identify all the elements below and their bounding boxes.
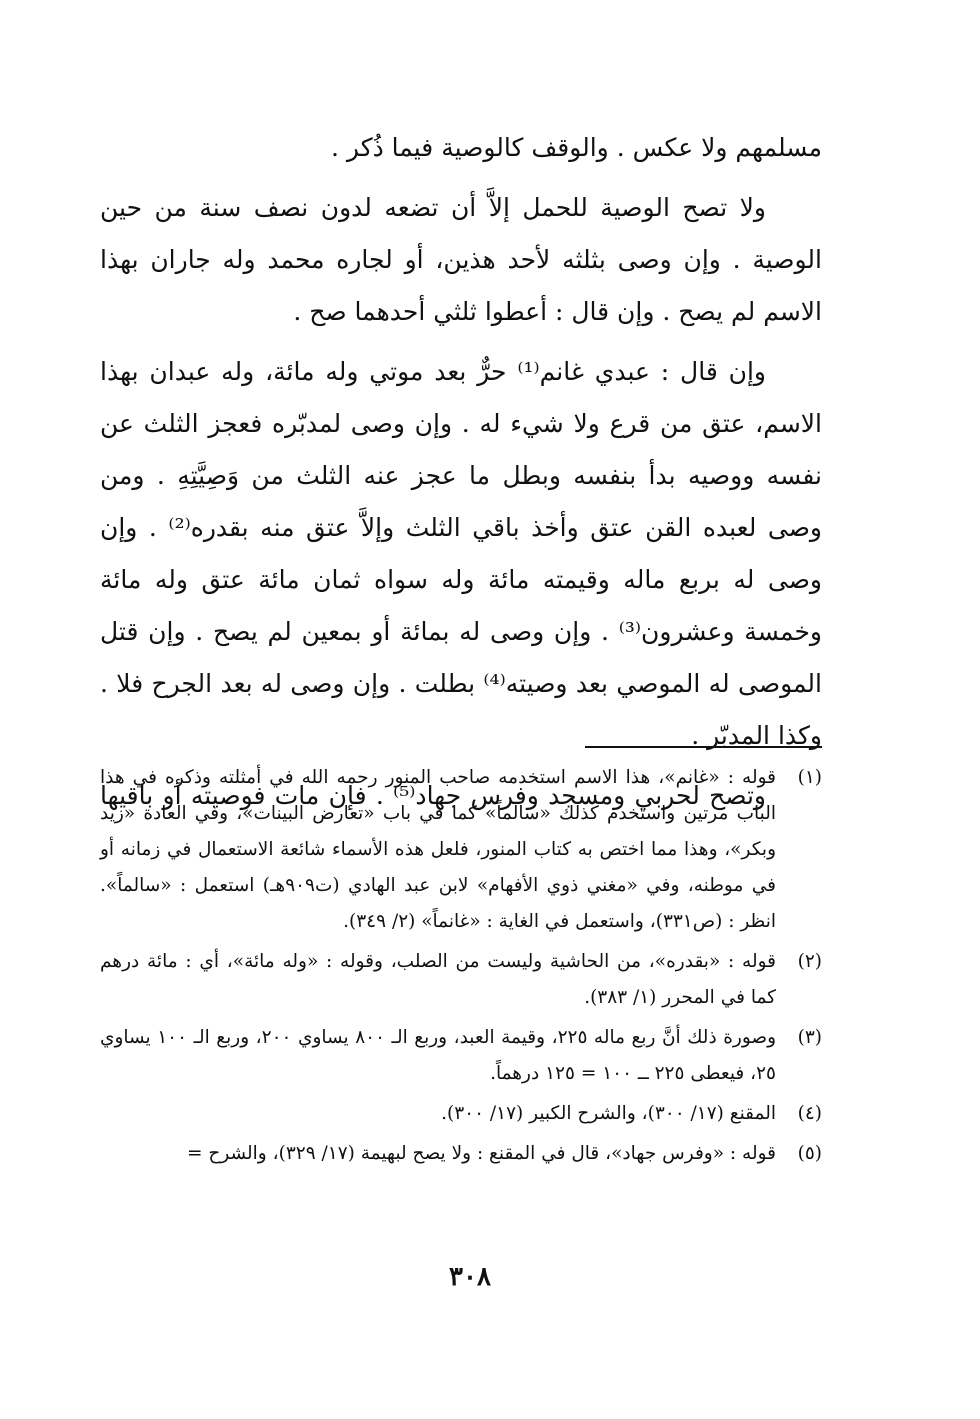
footnote-number: (٢) [797,951,822,972]
footnote-5 [100,1136,822,1172]
footnote-2 [100,944,822,1016]
paragraph: وتصح لحربي ومسجد وفرس جهاد⁽⁵⁾ . فإن مات فوصيته أو باقيها [100,781,766,810]
footnote-1 [100,760,822,940]
footnote-number: (٣) [797,1027,822,1048]
footnote-3 [100,1020,822,1092]
paragraph: ولا تصح الوصية للحمل إلاَّ أن تضعه لدون نصف سنة من حين الوصية . وإن وصى بثلثه لأحد هذين، أو لجاره محمد وله جاران بهذا الاسم لم يصح . وإن قال : أعطوا ثلثي أحدهما صح . [100,193,822,326]
paragraph: وإن قال : عبدي غانم⁽¹⁾ حرٌّ بعد موتي وله مائة، وله عبدان بهذا الاسم، عتق من قرع ولا شيء له . وإن وصى لمدبّره فعجز الثلث عن نفسه ووصيه بدأ بنفسه وبطل ما عجز عنه الثلث من وَصِيَّتِهِ . ومن وصى لعبده القن عتق وأخذ باقي الثلث وإلاَّ عتق منه بقدره⁽²⁾ . وإن وصى له بربع ماله وقيمته مائة وله سواه ثمان مائة عتق وله مائة وخمسة وعشرون⁽³⁾ . وإن وصى له بمائة أو بمعين لم يصح . وإن قتل الموصى له الموصي بعد وصيته⁽⁴⁾ بطلت . وإن وصى له بعد الجرح فلا . وكذا المدبّر . [100,357,823,750]
footnote-number: (١) [797,767,822,788]
page-number: ٣٠٨ [449,1262,491,1292]
footnote-text: قوله : «بقدره»، من الحاشية وليست من الصلب، وقوله : «وله مائة»، أي : مائة درهم كما في المحرر (١/ ٣٨٣). [100,951,776,1008]
footnote-text: قوله : «وفرس جهاد»، قال في المقنع : ولا يصح لبهيمة (١٧/ ٣٢٩)، والشرح = [187,1143,776,1164]
footnotes [100,760,822,1176]
footnote-text: قوله : «غانم»، هذا الاسم استخدمه صاحب المنور رحمه الله في أمثلته وذكره في هذا الباب مرتين واستخدم كذلك «سالماً» كما في باب «تعارض البينات»، وفي العادة «زيد وبكر»، وهذا مما اختص به كتاب المنور، فلعل هذه الأسماء شائعة الاستعمال في زمانه أو في موطنه، وفي «مغني ذوي الأفهام» لابن عبد الهادي (ت٩٠٩هـ) استعمل : «سالماً». انظر : (ص٣٣١)، واستعمل في الغاية : «غانماً» (٢/ ٣٤٩). [100,767,777,932]
footnote-separator [585,746,822,748]
footnote-text: المقنع (١٧/ ٣٠٠)، والشرح الكبير (١٧/ ٣٠٠). [441,1103,776,1124]
footnote-number: (٤) [797,1103,822,1124]
footnote-4 [100,1096,822,1132]
footnote-number: (٥) [797,1143,822,1164]
main-text [100,122,822,830]
paragraph: مسلمهم ولا عكس . والوقف كالوصية فيما ذُكر . [331,133,822,162]
footnote-text: وصورة ذلك أنَّ ربع ماله ٢٢٥، وقيمة العبد، وربع الـ ٨٠٠ يساوي ٢٠٠، وربع الـ ١٠٠ يساوي ٢٥، فيعطى ٢٢٥ ــ ١٠٠ = ١٢٥ درهماً. [100,1027,777,1084]
